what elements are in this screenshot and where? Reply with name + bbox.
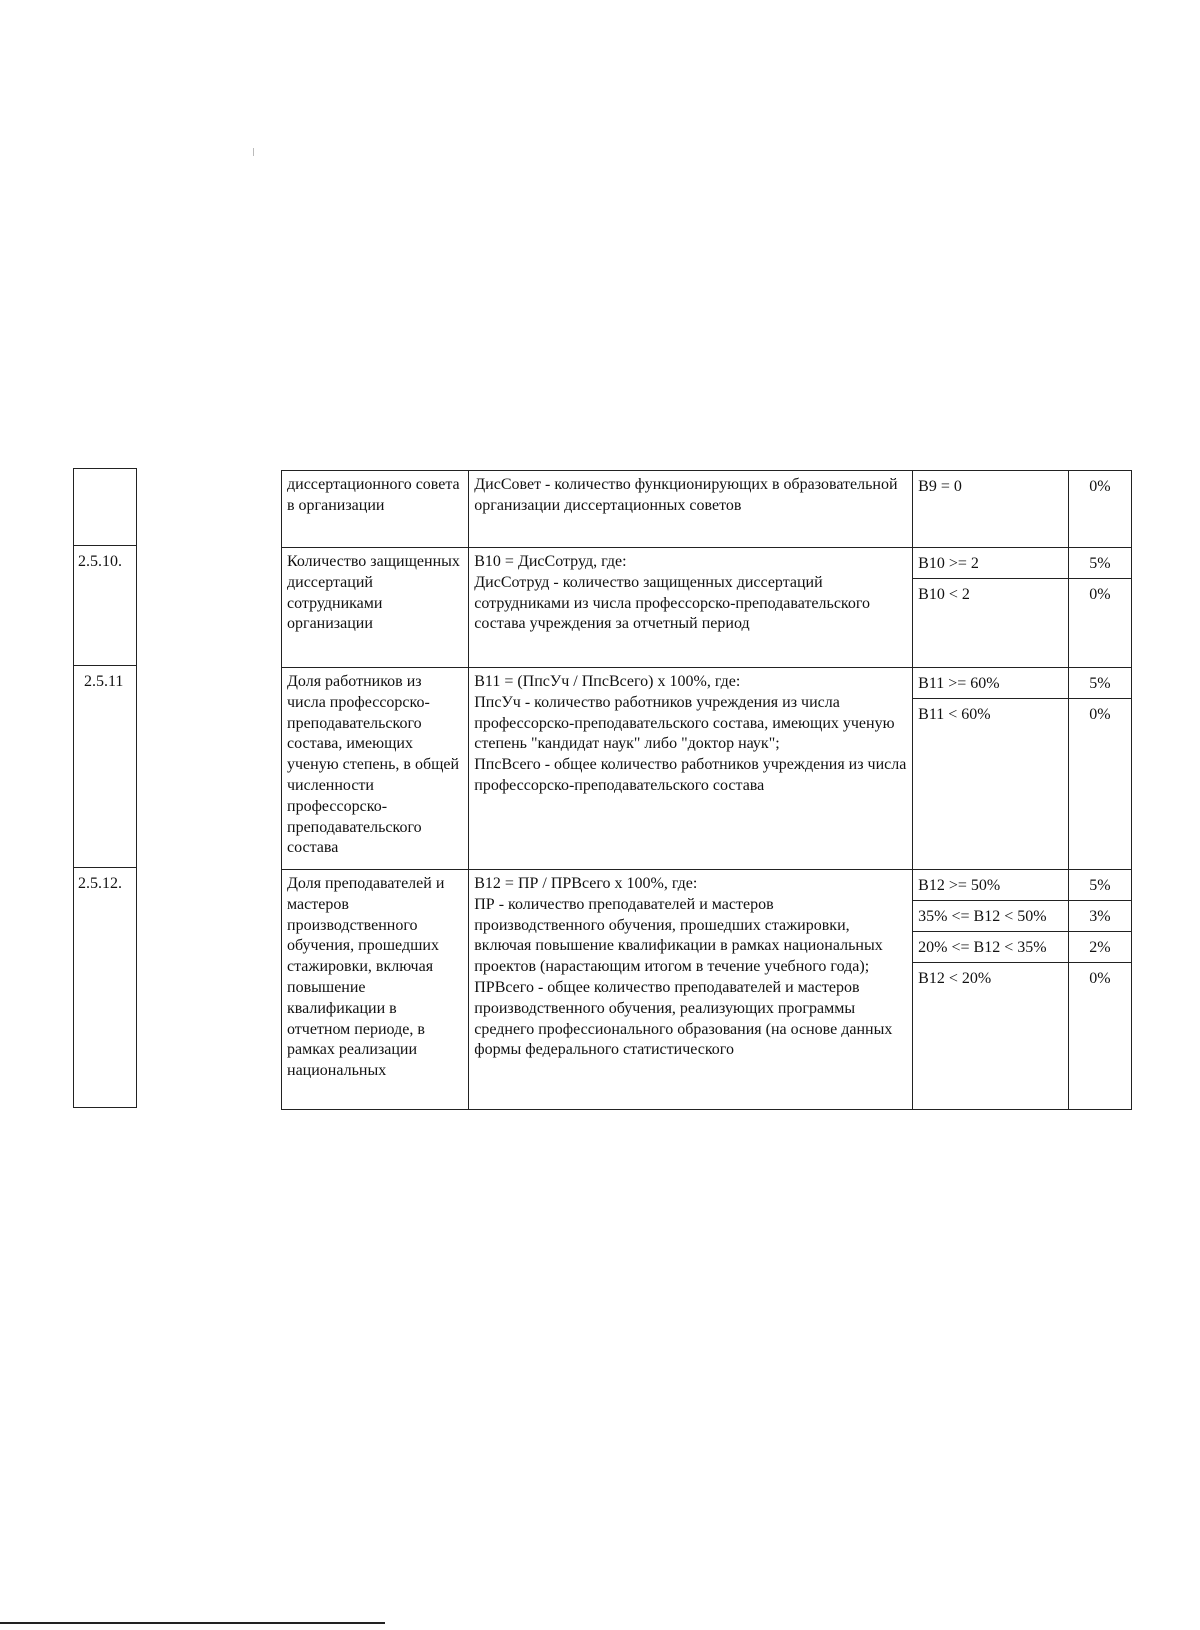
value: 5% bbox=[1069, 870, 1131, 901]
row-number: 2.5.11 bbox=[74, 666, 137, 868]
value: 5% bbox=[1069, 668, 1131, 699]
value: 0% bbox=[1089, 706, 1111, 723]
value: 0% bbox=[1089, 478, 1111, 495]
indicator-name: Доля преподавателей и мастеров производственного обучения, прошедших стажировки, включая повышение квалификации в отчетном периоде, в рамках реализации национальных bbox=[282, 870, 469, 1110]
condition: B10 < 2 bbox=[918, 586, 970, 603]
condition: B11 >= 60% bbox=[913, 668, 1068, 699]
condition: 35% <= B12 < 50% bbox=[913, 901, 1068, 932]
indicator-description: B12 = ПР / ПРВсего x 100%, где: ПР - количество преподавателей и мастеров производственного обучения, прошедших стажировки, включая повышение квалификации в рамках национальных проектов (нарастающим итогом в течение учебного года); ПРВсего - общее количество преподавателей и мастеров производственного обучения, реализующих программы среднего профессионального образования (на основе данных формы федерального статистического bbox=[469, 870, 913, 1110]
value: 2% bbox=[1069, 932, 1131, 963]
condition-cell bbox=[913, 668, 1069, 870]
indicator-name: Доля работников из числа профессорско-преподавательского состава, имеющих ученую степень, в общей численности профессорско-преподавательского состава bbox=[282, 668, 469, 870]
row-number bbox=[74, 469, 137, 546]
condition: 20% <= B12 < 35% bbox=[913, 932, 1068, 963]
table-row bbox=[282, 471, 1132, 548]
value-cell bbox=[1068, 548, 1131, 668]
value: 0% bbox=[1089, 586, 1111, 603]
row-number: 2.5.12. bbox=[74, 868, 137, 1108]
value: 0% bbox=[1089, 970, 1111, 987]
condition-cell bbox=[913, 471, 1069, 548]
condition: B9 = 0 bbox=[918, 478, 962, 495]
value: 3% bbox=[1069, 901, 1131, 932]
indicator-description: ДисСовет - количество функционирующих в образовательной организации диссертационных советов bbox=[469, 471, 913, 548]
value: 5% bbox=[1069, 548, 1131, 579]
scan-mark bbox=[253, 148, 254, 156]
indicator-name: Количество защищенных диссертаций сотрудниками организации bbox=[282, 548, 469, 668]
table-row bbox=[282, 870, 1132, 1110]
condition-cell bbox=[913, 870, 1069, 1110]
value-cell bbox=[1068, 471, 1131, 548]
indicator-name: диссертационного совета в организации bbox=[282, 471, 469, 548]
condition: B11 < 60% bbox=[918, 706, 991, 723]
row-number: 2.5.10. bbox=[74, 546, 137, 666]
indicator-description: B11 = (ПпсУч / ПпсВсего) x 100%, где: ПпсУч - количество работников учреждения из числа профессорско-преподавательского состава, имеющих ученую степень "кандидат наук" либо "доктор наук"; ПпсВсего - общее количество работников учреждения из числа профессорско-преподавательского состава bbox=[469, 668, 913, 870]
condition-cell bbox=[913, 548, 1069, 668]
condition: B12 < 20% bbox=[918, 970, 992, 987]
footer-rule bbox=[0, 1622, 385, 1624]
table-row bbox=[282, 548, 1132, 668]
indicator-description: B10 = ДисСотруд, где: ДисСотруд - количество защищенных диссертаций сотрудниками из числа профессорско-преподавательского состава учреждения за отчетный период bbox=[469, 548, 913, 668]
condition: B10 >= 2 bbox=[913, 548, 1068, 579]
row-number-strip bbox=[73, 468, 137, 1108]
table-row bbox=[282, 668, 1132, 870]
value-cell bbox=[1068, 668, 1131, 870]
value-cell bbox=[1068, 870, 1131, 1110]
criteria-table bbox=[281, 470, 1132, 1110]
condition: B12 >= 50% bbox=[913, 870, 1068, 901]
